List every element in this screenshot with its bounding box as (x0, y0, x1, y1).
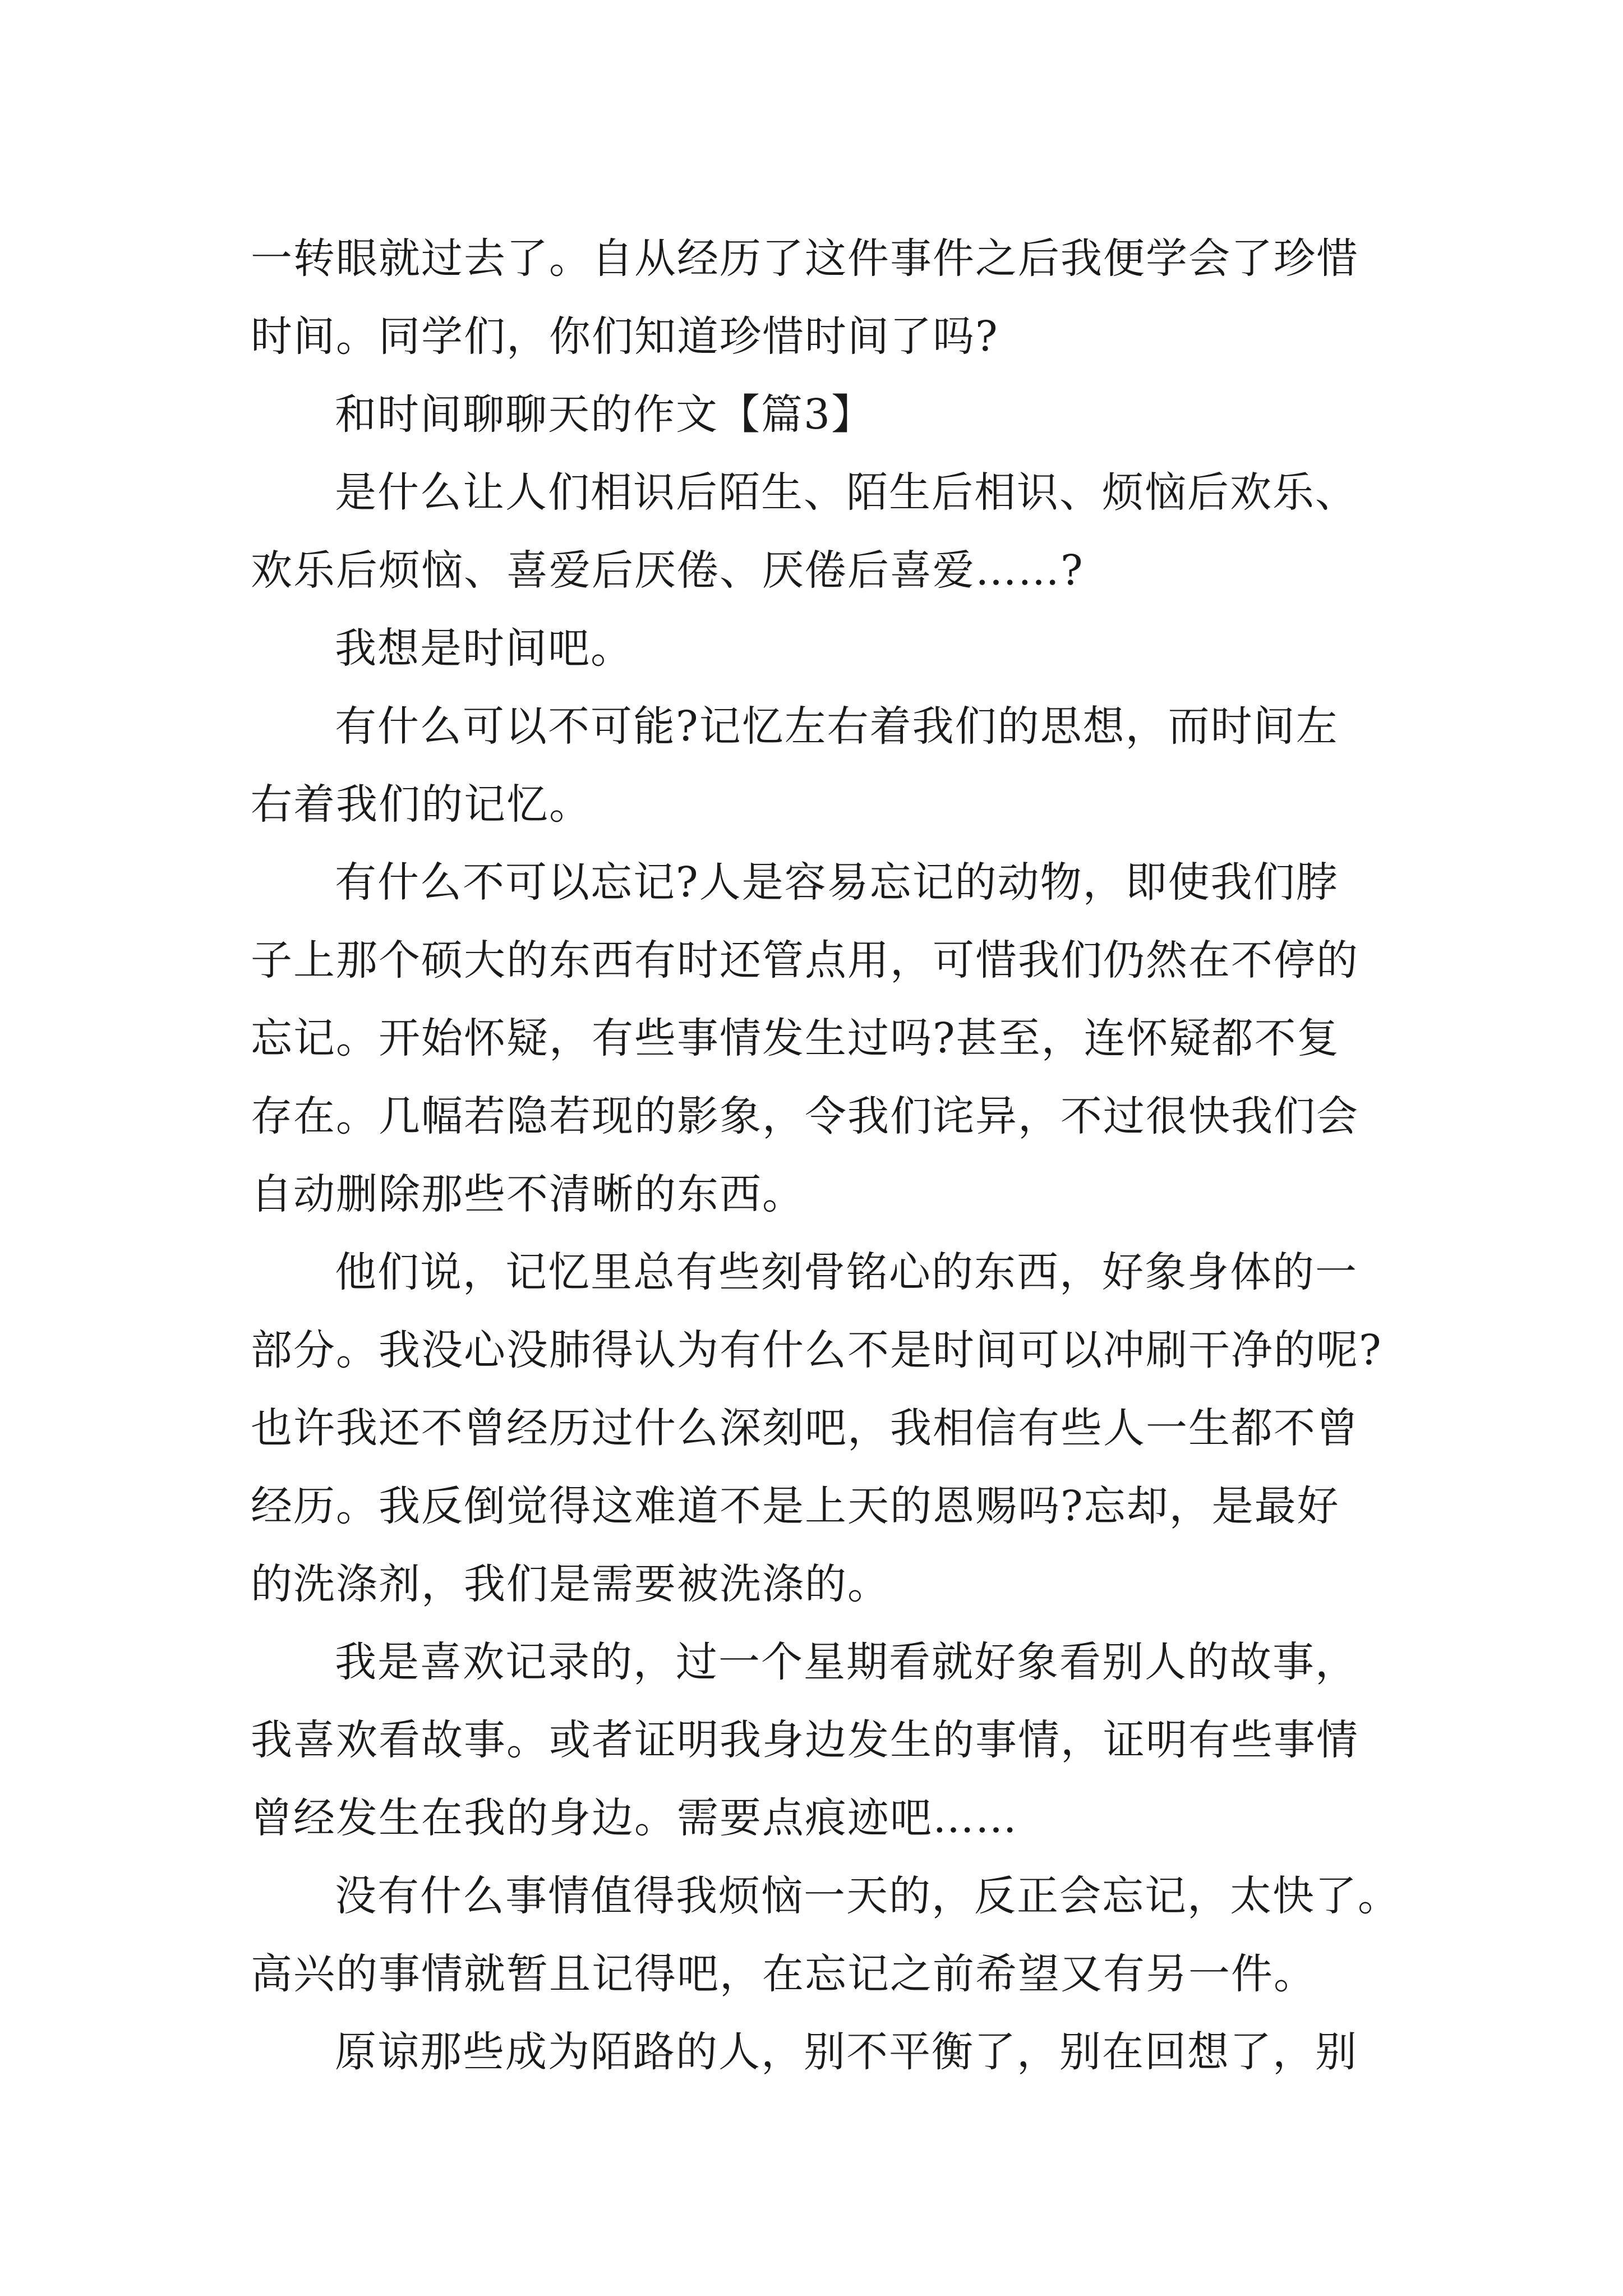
text-line: 我想是时间吧。 (335, 624, 633, 673)
text-line: 高兴的事情就暂且记得吧，在忘记之前希望又有另一件。 (251, 1950, 1316, 1998)
text-line: 一转眼就过去了。自从经历了这件事件之后我便学会了珍惜 (251, 234, 1359, 283)
text-line: 存在。几幅若隐若现的影象，令我们诧异，不过很快我们会 (251, 1092, 1359, 1140)
text-line: 也许我还不曾经历过什么深刻吧，我相信有些人一生都不曾 (251, 1404, 1359, 1452)
text-line: 经历。我反倒觉得这难道不是上天的恩赐吗?忘却，是最好 (251, 1482, 1340, 1530)
text-line: 子上那个硕大的东西有时还管点用，可惜我们仍然在不停的 (251, 936, 1359, 984)
text-line: 没有什么事情值得我烦恼一天的，反正会忘记，太快了。 (335, 1872, 1400, 1920)
text-line: 有什么可以不可能?记忆左右着我们的思想，而时间左 (335, 702, 1339, 751)
text-line: 忘记。开始怀疑，有些事情发生过吗?甚至，连怀疑都不复 (251, 1014, 1340, 1062)
text-line: 部分。我没心没肺得认为有什么不是时间可以冲刷干净的呢? (251, 1326, 1382, 1374)
body-text (251, 220, 1400, 2091)
text-line: 曾经发生在我的身边。需要点痕迹吧…… (251, 1794, 1018, 1842)
text-line: 时间。同学们，你们知道珍惜时间了吗? (251, 312, 999, 361)
text-line: 我是喜欢记录的，过一个星期看就好象看别人的故事， (335, 1638, 1358, 1686)
text-line: 欢乐后烦恼、喜爱后厌倦、厌倦后喜爱……? (251, 546, 1084, 595)
text-line: 他们说，记忆里总有些刻骨铭心的东西，好象身体的一 (335, 1248, 1358, 1296)
section-heading: 和时间聊聊天的作文【篇3】 (335, 390, 874, 439)
text-line: 是什么让人们相识后陌生、陌生后相识、烦恼后欢乐、 (335, 468, 1358, 517)
text-line: 右着我们的记忆。 (251, 780, 592, 829)
text-line: 有什么不可以忘记?人是容易忘记的动物，即使我们脖 (335, 858, 1339, 907)
text-line: 自动删除那些不清晰的东西。 (251, 1170, 805, 1218)
text-line: 原谅那些成为陌路的人，别不平衡了，别在回想了，别 (335, 2028, 1358, 2076)
text-line: 我喜欢看故事。或者证明我身边发生的事情，证明有些事情 (251, 1716, 1359, 1764)
text-line: 的洗涤剂，我们是需要被洗涤的。 (251, 1560, 890, 1608)
